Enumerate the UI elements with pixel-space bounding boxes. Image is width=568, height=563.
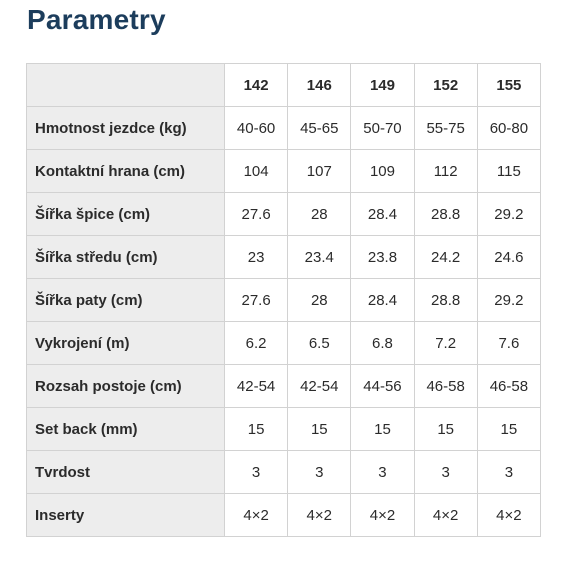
header-size-cell: 152 — [414, 64, 477, 107]
value-cell: 23.4 — [288, 236, 351, 279]
row-label: Hmotnost jezdce (kg) — [27, 107, 225, 150]
value-cell: 29.2 — [477, 279, 540, 322]
table-row — [27, 193, 541, 236]
row-label: Šířka středu (cm) — [27, 236, 225, 279]
value-cell: 28.8 — [414, 279, 477, 322]
table-row — [27, 279, 541, 322]
value-cell: 28 — [288, 279, 351, 322]
value-cell: 24.2 — [414, 236, 477, 279]
value-cell: 23 — [225, 236, 288, 279]
page-title: Parametry — [27, 4, 166, 35]
row-label: Inserty — [27, 494, 225, 537]
row-label: Šířka paty (cm) — [27, 279, 225, 322]
value-cell: 4×2 — [477, 494, 540, 537]
value-cell: 3 — [414, 451, 477, 494]
value-cell: 44-56 — [351, 365, 414, 408]
value-cell: 4×2 — [225, 494, 288, 537]
value-cell: 4×2 — [351, 494, 414, 537]
table-header-row — [27, 64, 541, 107]
table-row — [27, 408, 541, 451]
value-cell: 29.2 — [477, 193, 540, 236]
value-cell: 112 — [414, 150, 477, 193]
header-size-cell: 146 — [288, 64, 351, 107]
header-size-cell: 142 — [225, 64, 288, 107]
value-cell: 24.6 — [477, 236, 540, 279]
row-label: Vykrojení (m) — [27, 322, 225, 365]
table-row — [27, 494, 541, 537]
value-cell: 107 — [288, 150, 351, 193]
table-row — [27, 107, 541, 150]
row-label: Tvrdost — [27, 451, 225, 494]
value-cell: 42-54 — [288, 365, 351, 408]
value-cell: 15 — [351, 408, 414, 451]
value-cell: 28.4 — [351, 279, 414, 322]
value-cell: 15 — [477, 408, 540, 451]
value-cell: 45-65 — [288, 107, 351, 150]
value-cell: 27.6 — [225, 193, 288, 236]
table-row — [27, 451, 541, 494]
value-cell: 46-58 — [414, 365, 477, 408]
row-label: Rozsah postoje (cm) — [27, 365, 225, 408]
value-cell: 4×2 — [288, 494, 351, 537]
value-cell: 3 — [477, 451, 540, 494]
parameters-table — [26, 63, 541, 537]
value-cell: 15 — [414, 408, 477, 451]
value-cell: 28.8 — [414, 193, 477, 236]
value-cell: 3 — [288, 451, 351, 494]
value-cell: 15 — [225, 408, 288, 451]
value-cell: 46-58 — [477, 365, 540, 408]
table-row — [27, 365, 541, 408]
row-label: Kontaktní hrana (cm) — [27, 150, 225, 193]
value-cell: 115 — [477, 150, 540, 193]
value-cell: 7.6 — [477, 322, 540, 365]
parameters-table-body — [27, 64, 541, 537]
table-row — [27, 150, 541, 193]
value-cell: 15 — [288, 408, 351, 451]
row-label: Set back (mm) — [27, 408, 225, 451]
value-cell: 50-70 — [351, 107, 414, 150]
value-cell: 6.2 — [225, 322, 288, 365]
row-label: Šířka špice (cm) — [27, 193, 225, 236]
value-cell: 27.6 — [225, 279, 288, 322]
value-cell: 7.2 — [414, 322, 477, 365]
value-cell: 3 — [351, 451, 414, 494]
header-size-cell: 155 — [477, 64, 540, 107]
value-cell: 28 — [288, 193, 351, 236]
value-cell: 40-60 — [225, 107, 288, 150]
value-cell: 6.8 — [351, 322, 414, 365]
value-cell: 60-80 — [477, 107, 540, 150]
value-cell: 42-54 — [225, 365, 288, 408]
value-cell: 104 — [225, 150, 288, 193]
value-cell: 23.8 — [351, 236, 414, 279]
table-row — [27, 322, 541, 365]
header-size-cell: 149 — [351, 64, 414, 107]
header-corner-cell — [27, 64, 225, 107]
value-cell: 3 — [225, 451, 288, 494]
value-cell: 6.5 — [288, 322, 351, 365]
table-row — [27, 236, 541, 279]
value-cell: 4×2 — [414, 494, 477, 537]
value-cell: 28.4 — [351, 193, 414, 236]
value-cell: 109 — [351, 150, 414, 193]
value-cell: 55-75 — [414, 107, 477, 150]
